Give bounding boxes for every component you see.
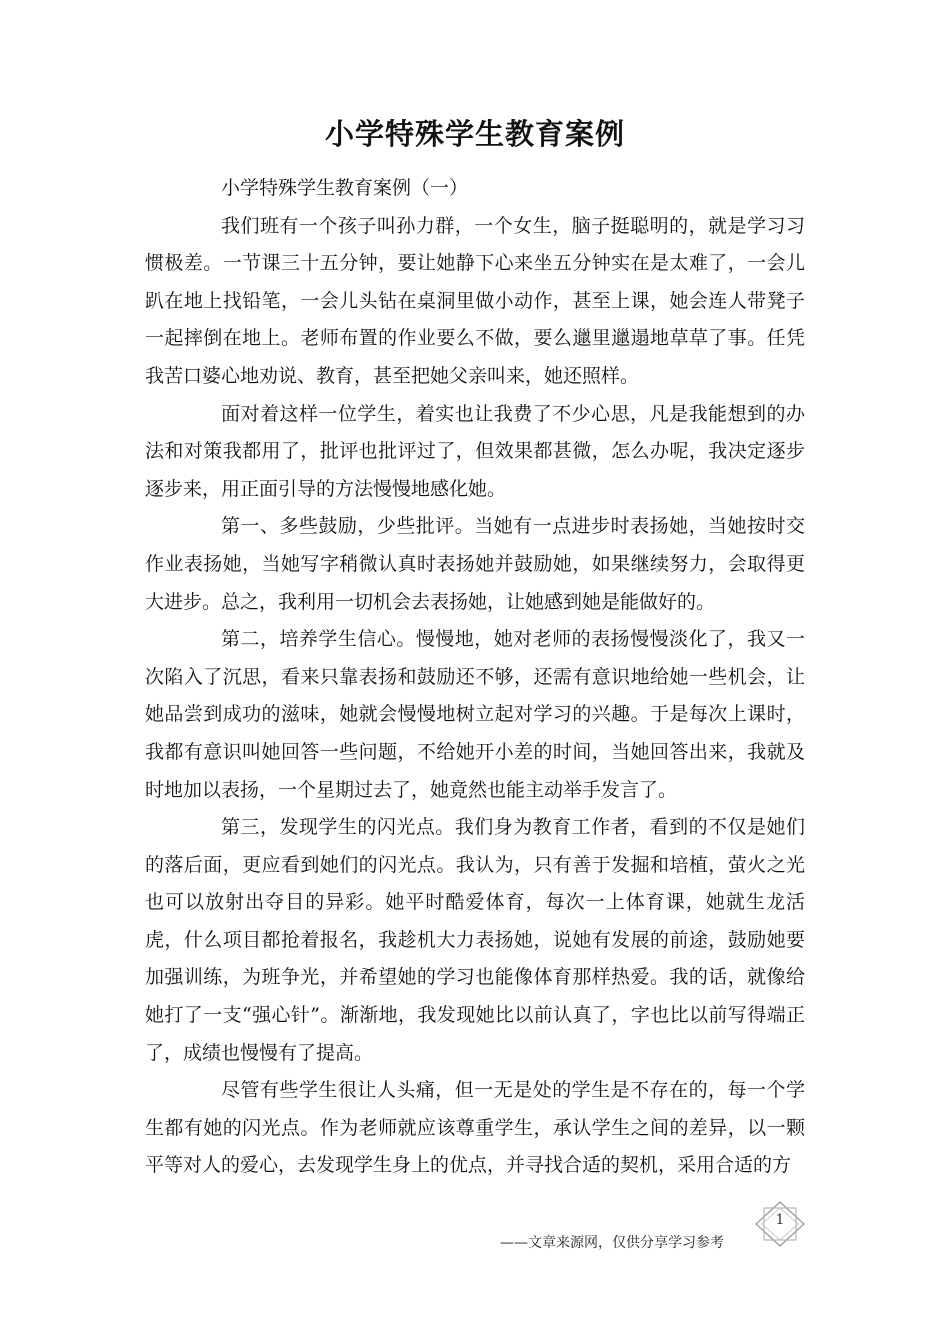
document-body	[145, 170, 805, 1185]
paragraph-subtitle: 小学特殊学生教育案例（一）	[221, 177, 469, 199]
footer-source-text: ——文章来源网，仅供分享学习参考	[500, 1235, 724, 1251]
paragraph: 尽管有些学生很让人头痛，但一无是处的学生是不存在的，每一个学生都有她的闪光点。作为老师就应该尊重学生，承认学生之间的差异，以一颗平等对人的爱心，去发现学生身上的优点，并寻找合适的契机，采用合适的方	[145, 1079, 805, 1177]
page-number: 1	[775, 1212, 785, 1228]
paragraph: 我们班有一个孩子叫孙力群，一个女生，脑子挺聪明的，就是学习习惯极差。一节课三十五分钟，要让她静下心来坐五分钟实在是太难了，一会儿趴在地上找铅笔，一会儿头钻在桌洞里做小动作，甚至上课，她会连人带凳子一起摔倒在地上。老师布置的作业要么不做，要么邋里邋遢地草草了事。任凭我苦口婆心地劝说、教育，甚至把她父亲叫来，她还照样。	[145, 214, 805, 387]
paragraph: 第一、多些鼓励，少些批评。当她有一点进步时表扬她，当她按时交作业表扬她，当她写字稍微认真时表扬她并鼓励她，如果继续努力，会取得更大进步。总之，我利用一切机会去表扬她，让她感到她是能做好的。	[145, 515, 805, 613]
paragraph: 面对着这样一位学生，着实也让我费了不少心思，凡是我能想到的办法和对策我都用了，批评也批评过了，但效果都甚微，怎么办呢，我决定逐步逐步来，用正面引导的方法慢慢地感化她。	[145, 402, 805, 500]
paragraph: 第三，发现学生的闪光点。我们身为教育工作者，看到的不仅是她们的落后面，更应看到她们的闪光点。我认为，只有善于发掘和培植，萤火之光也可以放射出夺目的异彩。她平时酷爱体育，每次一上体育课，她就生龙活虎，什么项目都抢着报名，我趁机大力表扬她，说她有发展的前途，鼓励她要加强训练，为班争光，并希望她的学习也能像体育那样热爱。我的话，就像给她打了一支“强心针”。渐渐地，我发现她比以前认真了，字也比以前写得端正了，成绩也慢慢有了提高。	[145, 816, 805, 1064]
paragraph: 第二，培养学生信心。慢慢地，她对老师的表扬慢慢淡化了，我又一次陷入了沉思，看来只靠表扬和鼓励还不够，还需有意识地给她一些机会，让她品尝到成功的滋味，她就会慢慢地树立起对学习的兴趣。于是每次上课时，我都有意识叫她回答一些问题，不给她开小差的时间，当她回答出来，我就及时地加以表扬，一个星期过去了，她竟然也能主动举手发言了。	[145, 628, 805, 801]
document-title: 小学特殊学生教育案例	[324, 117, 625, 151]
